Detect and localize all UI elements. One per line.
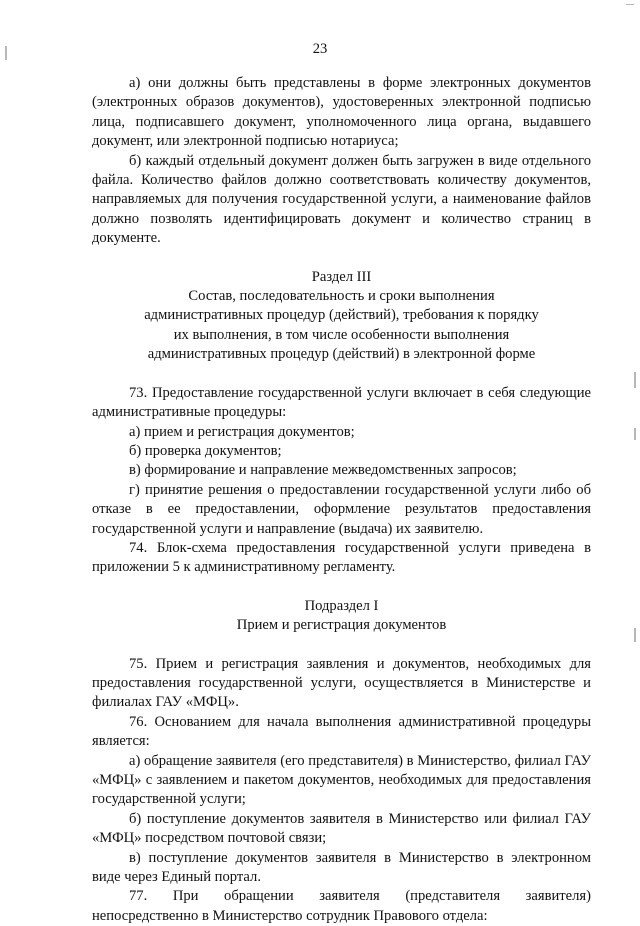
document-body [92, 74, 591, 926]
subsection-subtitle: Прием и регистрация документов [236, 617, 447, 634]
paragraph: б) проверка документов; [129, 442, 282, 459]
scan-mark [634, 628, 636, 642]
paragraph: в) поступление документов заявителя в Министерство в электронном виде через Единый портал. [92, 849, 591, 886]
paragraph: г) принятие решения о предоставлении государственной услуги либо об отказе в ее предоставлении, оформление результатов предоставления государственной услуги и направление (выдача) их заявителю. [92, 481, 591, 537]
paragraph: б) поступление документов заявителя в Министерство или филиал ГАУ «МФЦ» посредством почтовой связи; [92, 810, 591, 847]
paragraph: а) прием и регистрация документов; [129, 423, 355, 440]
scan-mark [5, 46, 7, 60]
paragraph: 73. Предоставление государственной услуги включает в себя следующие административные процедуры: [92, 384, 591, 421]
page-number: 23 [312, 41, 328, 57]
paragraph: 74. Блок-схема предоставления государственной услуги приведена в приложении 5 к административному регламенту. [92, 539, 591, 576]
paragraph: 77. При обращении заявителя (представителя заявителя) непосредственно в Министерство сотрудник Правового отдела: [92, 888, 591, 924]
section-subtitle-line: административных процедур (действий), требования к порядку [144, 307, 539, 324]
scan-mark [634, 428, 636, 440]
section-title: Раздел III [311, 268, 372, 285]
paragraph: 75. Прием и регистрация заявления и документов, необходимых для предоставления государственной услуги, осуществляется в Министерстве и филиалах ГАУ «МФЦ». [92, 655, 591, 711]
paragraph: б) каждый отдельный документ должен быть загружен в виде отдельного файла. Количество файлов должно соответствовать количеству документов, направляемых для получения государственной услуги, а наименование файлов должно позволять идентифицировать документ и количество страниц в документе. [92, 152, 591, 247]
paragraph: в) формирование и направление межведомственных запросов; [129, 462, 517, 479]
subsection-title: Подраздел I [304, 597, 379, 614]
section-subtitle-line: их выполнения, в том числе особенности выполнения [173, 326, 510, 343]
paragraph: а) они должны быть представлены в форме электронных документов (электронных образов документов), удостоверенных электронной подписью лица, подписавшего документ, уполномоченного лица органа, выдавшего документ, или электронной подписью нотариуса; [92, 75, 591, 150]
paragraph: 76. Основанием для начала выполнения административной процедуры является: [92, 713, 591, 750]
scan-mark [634, 372, 636, 388]
paragraph: а) обращение заявителя (его представителя) в Министерство, филиал ГАУ «МФЦ» с заявлением и пакетом документов, необходимых для предоставления государственной услуги; [92, 752, 591, 808]
scan-mark [626, 4, 634, 5]
section-subtitle-line: административных процедур (действий) в электронной форме [147, 346, 536, 363]
section-subtitle-line: Состав, последовательность и сроки выполнения [188, 288, 495, 305]
